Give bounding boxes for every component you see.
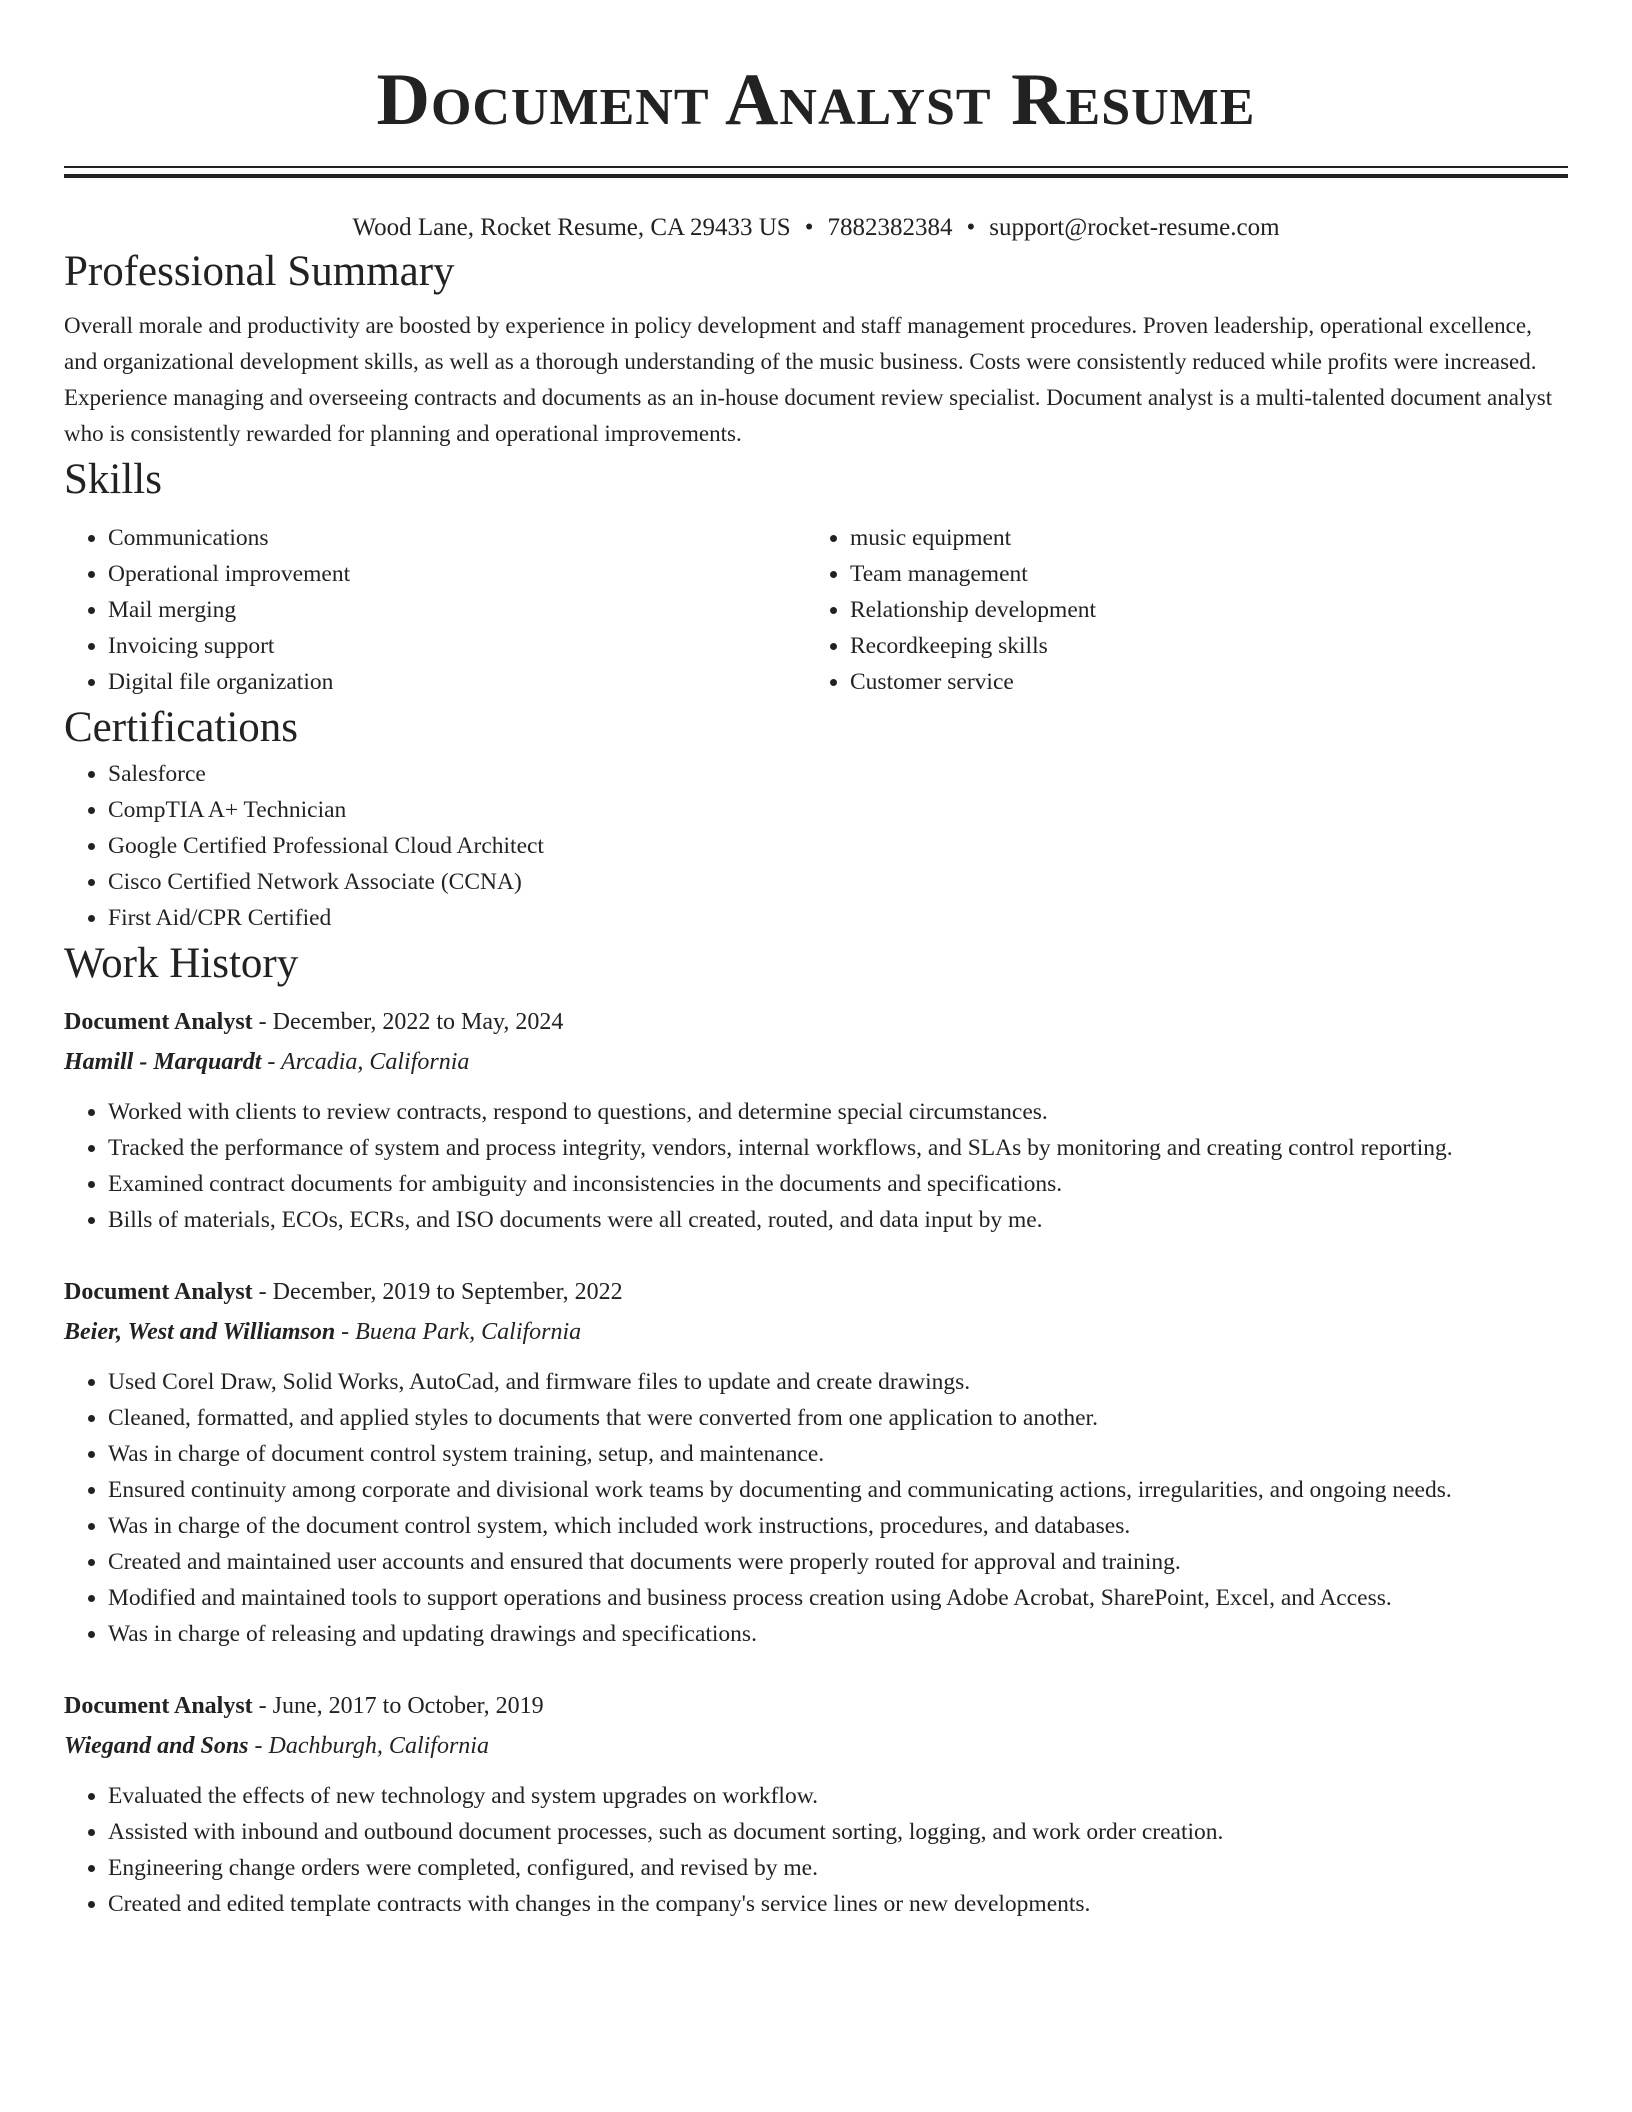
job-duty: • Created and maintained user accounts and ensured that documents were properly routed for approval and training. — [108, 1544, 1568, 1580]
job-duty: • Engineering change orders were completed, configured, and revised by me. — [108, 1850, 1568, 1886]
job-duty: • Assisted with inbound and outbound document processes, such as document sorting, logging, and work order creation. — [108, 1814, 1568, 1850]
job-dash: - — [335, 1319, 356, 1345]
skill-item: • Operational improvement — [108, 556, 806, 592]
certifications-list — [64, 756, 1568, 936]
job-dash: - — [252, 1279, 273, 1305]
job-duty: • Was in charge of releasing and updating drawings and specifications. — [108, 1616, 1568, 1652]
job-dash: - — [261, 1049, 281, 1075]
certification-item: • Google Certified Professional Cloud Architect — [108, 828, 1568, 864]
certifications-heading: Certifications — [64, 704, 299, 751]
title-divider — [64, 166, 1568, 178]
job-duty: • Ensured continuity among corporate and divisional work teams by documenting and communicating actions, irregularities, and ongoing needs. — [108, 1472, 1568, 1508]
job-location: Buena Park, California — [355, 1319, 582, 1345]
job-title-line — [64, 1002, 1568, 1042]
contact-separator: • — [966, 214, 976, 241]
job-duty: • Cleaned, formatted, and applied styles to documents that were converted from one application to another. — [108, 1400, 1568, 1436]
job-duty: • Bills of materials, ECOs, ECRs, and ISO documents were all created, routed, and data input by me. — [108, 1202, 1568, 1238]
job-dash: - — [252, 1009, 273, 1035]
contact-email: support@rocket-resume.com — [989, 214, 1280, 241]
certification-item: • Salesforce — [108, 756, 1568, 792]
job-company-line — [64, 1726, 1568, 1766]
certification-item: • First Aid/CPR Certified — [108, 900, 1568, 936]
contact-address: Wood Lane, Rocket Resume, CA 29433 US — [352, 214, 791, 241]
job-company-line — [64, 1312, 1568, 1352]
job-company-line — [64, 1042, 1568, 1082]
skill-item: • Relationship development — [850, 592, 1548, 628]
job-duty: • Used Corel Draw, Solid Works, AutoCad, and firmware files to update and create drawings. — [108, 1364, 1568, 1400]
job-duty: • Tracked the performance of system and process integrity, vendors, internal workflows, and SLAs by monitoring and creating control reporting. — [108, 1130, 1568, 1166]
work-history-heading: Work History — [64, 940, 299, 987]
job-dates: June, 2017 to October, 2019 — [272, 1693, 544, 1719]
page-title: Document Analyst Resume — [376, 59, 1256, 141]
summary-text: Overall morale and productivity are boosted by experience in policy development and staff management procedures. Proven leadership, operational excellence, and organizational development skills, as well as a thorough understanding of the music business. Costs were consistently reduced while profits were increased. Experience managing and overseeing contracts and documents as an in-house document review specialist. Document analyst is a multi-talented document analyst who is consistently rewarded for planning and operational improvements. — [64, 313, 1553, 446]
job-location: Arcadia, California — [280, 1049, 470, 1075]
certification-item: • CompTIA A+ Technician — [108, 792, 1568, 828]
certification-item: • Cisco Certified Network Associate (CCNA) — [108, 864, 1568, 900]
contact-separator: • — [804, 214, 814, 241]
skill-item: • music equipment — [850, 520, 1548, 556]
job-duty: • Modified and maintained tools to support operations and business process creation using Adobe Acrobat, SharePoint, Excel, and Access. — [108, 1580, 1568, 1616]
job-dash: - — [248, 1733, 269, 1759]
job-duty: • Worked with clients to review contracts, respond to questions, and determine special circumstances. — [108, 1094, 1568, 1130]
skill-item: • Team management — [850, 556, 1548, 592]
job-entry — [64, 1686, 1568, 1922]
contact-phone: 7882382384 — [827, 214, 953, 241]
job-role: Document Analyst — [64, 1693, 253, 1719]
job-duty: • Evaluated the effects of new technology and system upgrades on workflow. — [108, 1778, 1568, 1814]
skills-list-right — [806, 520, 1548, 700]
job-duty: • Examined contract documents for ambiguity and inconsistencies in the documents and specifications. — [108, 1166, 1568, 1202]
job-duties-list — [64, 1364, 1568, 1652]
job-location: Dachburgh, California — [268, 1733, 489, 1759]
job-duty: • Created and edited template contracts with changes in the company's service lines or new developments. — [108, 1886, 1568, 1922]
job-duties-list — [64, 1094, 1568, 1238]
summary-heading: Professional Summary — [64, 248, 455, 295]
job-dates: December, 2019 to September, 2022 — [272, 1279, 623, 1305]
skills-heading: Skills — [64, 456, 162, 503]
job-entry — [64, 1002, 1568, 1238]
job-role: Document Analyst — [64, 1009, 253, 1035]
job-title-line — [64, 1686, 1568, 1726]
job-company: Wiegand and Sons — [64, 1733, 249, 1759]
job-duty: • Was in charge of the document control system, which included work instructions, procedures, and databases. — [108, 1508, 1568, 1544]
skills-column-left — [64, 520, 806, 700]
job-duty: • Was in charge of document control system training, setup, and maintenance. — [108, 1436, 1568, 1472]
job-company: Beier, West and Williamson — [64, 1319, 336, 1345]
skills-grid — [64, 520, 1568, 700]
job-dates: December, 2022 to May, 2024 — [272, 1009, 564, 1035]
skill-item: • Mail merging — [108, 592, 806, 628]
skill-item: • Communications — [108, 520, 806, 556]
skill-item: • Digital file organization — [108, 664, 806, 700]
skill-item: • Customer service — [850, 664, 1548, 700]
job-company: Hamill - Marquardt — [64, 1049, 262, 1075]
skills-column-right — [806, 520, 1548, 700]
job-duties-list — [64, 1778, 1568, 1922]
job-dash: - — [252, 1693, 273, 1719]
skill-item: • Invoicing support — [108, 628, 806, 664]
skills-list-left — [64, 520, 806, 700]
job-title-line — [64, 1272, 1568, 1312]
contact-line — [64, 212, 1568, 244]
skill-item: • Recordkeeping skills — [850, 628, 1548, 664]
job-entry — [64, 1272, 1568, 1652]
job-role: Document Analyst — [64, 1279, 253, 1305]
